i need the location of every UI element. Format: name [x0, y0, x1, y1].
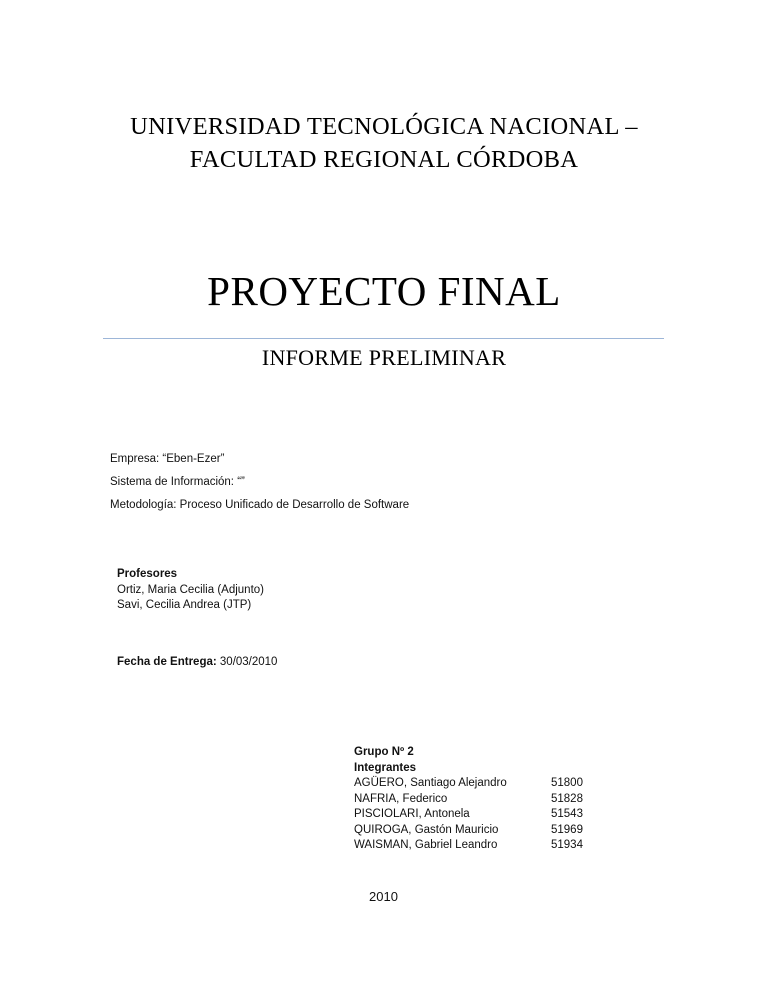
member-legajo: 51969	[551, 823, 583, 836]
year-footer: 2010	[369, 889, 398, 904]
profesores-heading: Profesores	[117, 568, 178, 580]
fecha-value: 30/03/2010	[216, 656, 278, 668]
member-row	[354, 792, 583, 808]
member-name: NAFRIA, Federico	[354, 792, 448, 805]
member-name: WAISMAN, Gabriel Leandro	[354, 839, 498, 851]
member-legajo: 51543	[551, 808, 583, 820]
member-row	[354, 838, 583, 854]
fecha-label: Fecha de Entrega:	[117, 656, 217, 668]
member-row	[354, 807, 583, 823]
member-name: AGÜERO, Santiago Alejandro	[354, 777, 507, 789]
university-line-2: FACULTAD REGIONAL CÓRDOBA	[189, 146, 579, 173]
member-legajo: 51934	[551, 839, 583, 851]
document-title: PROYECTO FINAL	[207, 268, 561, 314]
sistema-line: Sistema de Información: “”	[110, 476, 245, 488]
title-divider	[103, 338, 664, 339]
grupo-block	[354, 745, 583, 854]
member-name: PISCIOLARI, Antonela	[354, 808, 470, 820]
profesor-item: Savi, Cecilia Andrea (JTP)	[117, 599, 252, 611]
fecha-entrega	[117, 655, 277, 671]
integrantes-heading: Integrantes	[354, 761, 416, 774]
metodologia-line: Metodología: Proceso Unificado de Desarrollo de Software	[110, 499, 410, 511]
member-legajo: 51800	[551, 777, 583, 789]
member-name: QUIROGA, Gastón Mauricio	[354, 823, 499, 836]
university-line-1: UNIVERSIDAD TECNOLÓGICA NACIONAL –	[130, 113, 638, 140]
document-subtitle: INFORME PRELIMINAR	[261, 345, 507, 370]
member-row	[354, 776, 583, 792]
member-row	[354, 823, 583, 839]
profesor-item: Ortiz, Maria Cecilia (Adjunto)	[117, 583, 264, 596]
member-legajo: 51828	[551, 792, 583, 805]
university-heading	[0, 110, 768, 176]
profesores-block	[117, 567, 264, 614]
empresa-line: Empresa: “Eben-Ezer”	[110, 453, 225, 465]
grupo-heading: Grupo Nº 2	[354, 746, 414, 758]
